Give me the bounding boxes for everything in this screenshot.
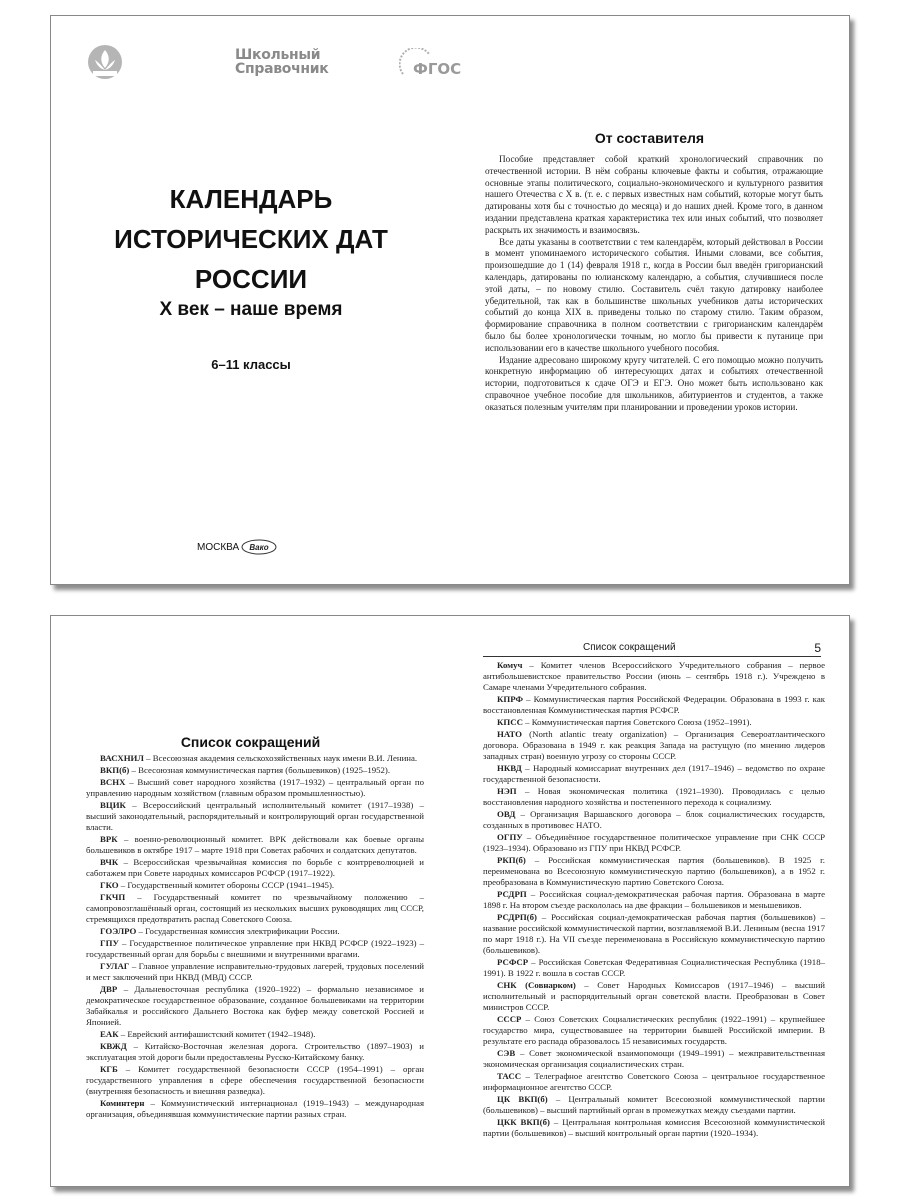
abbreviation-term: ГОЭЛРО: [100, 926, 137, 936]
page-number: 5: [814, 641, 821, 655]
abbreviation-term: ГПУ: [100, 938, 119, 948]
abbreviation-term: ВЧК: [100, 857, 119, 867]
foreword-paragraph: Издание адресовано широкому кругу читателей. С его помощью можно получить конкретную информацию об интересующих датах и событиях отечественной истории, подготовиться к сдаче ОГЭ и ЕГЭ. Оно может быть использовано как справочное учебное пособие для школьников, абитуриентов и студентов, а также оказаться полезным учителям при планировании и проведении уроков истории.: [485, 354, 823, 412]
abbreviation-entry: [86, 984, 424, 1028]
abbreviation-entry: [483, 855, 825, 888]
abbreviation-term: СНК (Совнарком): [497, 980, 576, 990]
abbreviation-entry: [86, 938, 424, 960]
abbreviation-term: СЭВ: [497, 1048, 516, 1058]
abbreviation-definition: (North atlantic treaty organization) – Организация Североатлантического договора. Образована в 1949 г. как реакция Запада на растущую (по мнению лидеров западных стран) военную угрозу со стороны СССР.: [483, 729, 825, 761]
abbreviation-entry: [483, 1094, 825, 1116]
abbreviation-entry: [483, 889, 825, 911]
cover-page: [51, 16, 462, 584]
fgos-logo: [399, 48, 462, 80]
running-head: [483, 642, 821, 657]
abbreviation-entry: [86, 892, 424, 925]
abbreviation-entry: [483, 957, 825, 979]
grade-range: 6–11 классы: [211, 357, 291, 372]
abbreviation-term: ОВД: [497, 809, 516, 819]
abbreviation-entry: [483, 717, 825, 728]
abbreviation-definition: – Государственный комитет обороны СССР (1941–1945).: [118, 880, 335, 890]
abbreviation-definition: – Всесоюзная академия сельскохозяйственных наук имени В.И. Ленина.: [143, 753, 418, 763]
abbreviation-entry: [483, 694, 825, 716]
abbreviation-definition: – Совет экономической взаимопомощи (1949–1991) – межправительственная экономическая организация социалистических стран.: [483, 1048, 825, 1069]
abbreviation-entry: [86, 765, 424, 776]
school-reference-logo: [235, 48, 329, 76]
abbreviation-entry: [483, 809, 825, 831]
abbreviation-entry: [483, 1071, 825, 1093]
abbreviation-entry: [86, 880, 424, 891]
abbreviation-term: КГБ: [100, 1064, 118, 1074]
abbreviation-definition: – Комитет государственной безопасности СССР (1954–1991) – орган государственного управления в сфере обеспечения государственной безопасности (внутренняя безопасность и внешняя разведка).: [86, 1064, 424, 1096]
abbreviation-definition: – Новая экономическая политика (1921–1930). Проводилась с целью восстановления народного хозяйства и постепенного перехода к социализму.: [483, 786, 825, 807]
abbreviation-entry: [86, 926, 424, 937]
abbreviation-definition: – Телеграфное агентство Советского Союза – центральное государственное информационное агентство СССР.: [483, 1071, 825, 1092]
abbreviation-definition: – Дальневосточная республика (1920–1922) – формально независимое и демократическое государственное образование, созданное большевиками на территории Забайкалья и российского Дальнего Востока как буфер между советской Россией и Японией.: [86, 984, 424, 1027]
abbreviation-definition: – Центральная контрольная комиссия Всесоюзной коммунистической партии (большевиков) – высший контрольный орган партии (1920–1934).: [483, 1117, 825, 1138]
standard-emblem-icon: [87, 44, 123, 80]
abbreviation-definition: – Союз Советских Социалистических республик (1922–1991) – крупнейшее государство мира, существовавшее на территории бывшей Российской империи. В результате его распада образовалось 15 независимых государств.: [483, 1014, 825, 1046]
abbreviation-definition: – Комитет членов Всероссийского Учредительного собрания – первое антибольшевистское правительство России (июнь – сентябрь 1918 г.). Учреждено в Самаре членами Учредительного собрания.: [483, 660, 825, 692]
abbreviation-definition: – военно-революционный комитет. ВРК действовали как боевые органы большевиков в октябре 1917 – марте 1918 при Советах рабочих и солдатских депутатов.: [86, 834, 424, 855]
abbreviation-definition: – Главное управление исправительно-трудовых лагерей, трудовых поселений и мест заключений при НКВД (МВД) СССР.: [86, 961, 424, 982]
abbreviation-term: ТАСС: [497, 1071, 522, 1081]
abbreviation-definition: – Организация Варшавского договора – блок социалистических государств, созданных в противовес НАТО.: [483, 809, 825, 830]
abbreviations-title: Список сокращений: [180, 734, 321, 750]
logo-school-line2: Справочник: [235, 61, 329, 77]
abbreviation-definition: – Всероссийская чрезвычайная комиссия по борьбе с контрреволюцией и саботажем при Совете народных комиссаров РСФСР (1917–1922).: [86, 857, 424, 878]
abbreviation-term: ВСНХ: [100, 777, 126, 787]
abbreviation-definition: – Всесоюзная коммунистическая партия (большевиков) (1925–1952).: [129, 765, 391, 775]
spread-cover-foreword: [50, 15, 850, 585]
abbreviation-definition: – Государственная комиссия электрификации России.: [136, 926, 340, 936]
vako-logo-icon: [241, 539, 277, 555]
abbreviation-entry: [86, 961, 424, 983]
abbreviations-page-left: [51, 616, 450, 1186]
abbreviation-term: ВКП(б): [100, 765, 130, 775]
foreword-paragraph: Пособие представляет собой краткий хронологический справочник по отечественной истории. В нём собраны ключевые факты и события, отражающие основные этапы политического, социально-экономического и культурного развития нашего Отечества с X в. (т. е. с первых известных нам событий, которые могут быть датированы хотя бы с точностью до месяца) и до наших дней. Кроме того, в данном издании представлена краткая характеристика тех или иных событий, что позволяет раскрыть их значимость и взаимосвязь.: [485, 154, 823, 235]
abbreviation-entry: [483, 660, 825, 693]
abbreviation-term: КПСС: [497, 717, 523, 727]
abbreviation-definition: – Государственный комитет по чрезвычайному положению – самопровозглашённый орган, состоящий из нескольких высших руководящих лиц СССР, стремящихся предотвратить распад Советского Союза.: [86, 892, 424, 924]
spread-abbreviations: [50, 615, 850, 1187]
abbreviation-definition: – Российская Советская Федеративная Социалистическая Республика (1918–1991). В 1922 г. вошла в состав СССР.: [483, 957, 825, 978]
foreword-title: От составителя: [594, 130, 705, 146]
abbreviation-definition: – Российская коммунистическая партия (большевиков). В 1925 г. переименована во Всесоюзную коммунистическую партию (большевиков), а в 1952 г. преобразована в Коммунистическую партию Советского Союза.: [483, 855, 825, 887]
abbreviation-definition: – Коммунистическая партия Советского Союза (1952–1991).: [522, 717, 752, 727]
abbreviation-entry: [86, 1064, 424, 1097]
title-line-1: КАЛЕНДАРЬ: [169, 184, 333, 214]
fgos-label: ФГОС: [413, 60, 462, 78]
logo-school-line1: Школьный: [235, 47, 321, 63]
abbreviation-definition: – Китайско-Восточная железная дорога. Строительство (1897–1903) и эксплуатация этой дороги были предоставлены Русско-Китайскому банку.: [86, 1041, 424, 1062]
abbreviation-term: РКП(б): [497, 855, 526, 865]
foreword-page: [450, 16, 849, 584]
book-title: [81, 179, 421, 299]
abbreviation-term: ВРК: [100, 834, 118, 844]
abbreviation-entry: [86, 753, 424, 764]
abbreviation-entry: [86, 1041, 424, 1063]
abbreviation-term: ДВР: [100, 984, 118, 994]
abbreviation-term: ГКО: [100, 880, 119, 890]
abbreviation-definition: – Коммунистический интернационал (1919–1943) – международная организация, объединявшая коммунистические партии разных стран.: [86, 1098, 424, 1119]
abbreviation-entry: [86, 777, 424, 799]
logo-row: [87, 44, 462, 84]
abbreviation-term: ВЦИК: [100, 800, 126, 810]
abbreviation-entry: [86, 800, 424, 833]
running-head-title: Список сокращений: [583, 642, 676, 653]
abbreviation-term: ОГПУ: [497, 832, 523, 842]
abbreviation-definition: – Объединённое государственное политическое управление при СНК СССР (1923–1934). Образовано из ГПУ при НКВД РСФСР.: [483, 832, 825, 853]
abbreviation-definition: – Еврейский антифашистский комитет (1942–1948).: [118, 1029, 316, 1039]
vako-logo-text: Вако: [249, 543, 269, 552]
abbreviation-entry: [483, 1014, 825, 1047]
abbreviations-list-left: [86, 753, 424, 1121]
foreword-paragraph: Все даты указаны в соответствии с тем календарём, который действовал в России в момент упоминаемого исторического события. Иными словами, все события, произошедшие до 1 (14) февраля 1918 г., когда в России был введён григорианский календарь, датированы по юлианскому календарю, а события, случившиеся после этой даты, – по новому стилю. Составитель счёл такую датировку наиболее убедительной, так как в большинстве школьных учебников даты исторических событий до конца XIX в. приведены только по старому стилю. Таким образом, формирование справочника в полном соответствии с григорианским календарём было бы более хронологически точным, но могло бы привести к путанице при использовании его в качестве школьного учебного пособия.: [485, 236, 823, 353]
abbreviation-term: КВЖД: [100, 1041, 127, 1051]
abbreviation-entry: [483, 912, 825, 956]
abbreviation-term: ГУЛАГ: [100, 961, 130, 971]
abbreviation-definition: – Российская социал-демократическая рабочая партия (большевиков) – название российской коммунистической партии, возглавляемой В.И. Лениным (весна 1917 по март 1918 г.). На VII съезде переименована в Российскую коммунистическую партию (большевиков).: [483, 912, 825, 955]
abbreviation-term: Комуч: [497, 660, 523, 670]
abbreviation-definition: – Высший совет народного хозяйства (1917–1932) – центральный орган по управлению народным хозяйством (главным образом промышленностью).: [86, 777, 424, 798]
abbreviation-term: Коминтерн: [100, 1098, 145, 1108]
abbreviation-term: СССР: [497, 1014, 522, 1024]
foreword-body: [485, 154, 823, 414]
abbreviation-entry: [483, 1117, 825, 1139]
abbreviation-entry: [483, 763, 825, 785]
abbreviation-entry: [86, 834, 424, 856]
abbreviation-definition: – Народный комиссариат внутренних дел (1917–1946) – ведомство по охране государственной безопасности.: [483, 763, 825, 784]
abbreviation-term: ЦКК ВКП(б): [497, 1117, 550, 1127]
abbreviation-entry: [86, 857, 424, 879]
abbreviation-term: РСДРП: [497, 889, 527, 899]
abbreviation-entry: [86, 1029, 424, 1040]
abbreviation-entry: [483, 980, 825, 1013]
abbreviation-term: НАТО: [497, 729, 523, 739]
abbreviation-term: ЕАК: [100, 1029, 119, 1039]
abbreviation-entry: [483, 832, 825, 854]
book-subtitle: X век – наше время: [159, 299, 343, 320]
publisher-city: МОСКВА: [197, 542, 240, 553]
abbreviation-definition: – Всероссийский центральный исполнительный комитет (1917–1938) – высший законодательный, распорядительный и контролирующий орган государственной власти.: [86, 800, 424, 832]
abbreviation-term: КПРФ: [497, 694, 523, 704]
abbreviation-definition: – Государственное политическое управление при НКВД РСФСР (1922–1923) – государственный орган для борьбы с внешними и внутренними врагами.: [86, 938, 424, 959]
abbreviation-term: РСФСР: [497, 957, 529, 967]
abbreviation-term: НКВД: [497, 763, 522, 773]
abbreviation-entry: [86, 1098, 424, 1120]
abbreviation-entry: [483, 729, 825, 762]
abbreviation-term: РСДРП(б): [497, 912, 537, 922]
abbreviation-term: НЭП: [497, 786, 517, 796]
abbreviation-definition: – Совет Народных Комиссаров (1917–1946) – высший исполнительный и распорядительный орган советской власти. Преобразован в Совет министров СССР.: [483, 980, 825, 1012]
title-line-3: РОССИИ: [194, 264, 308, 294]
abbreviation-term: ВАСХНИЛ: [100, 753, 144, 763]
abbreviation-entry: [483, 1048, 825, 1070]
abbreviation-definition: – Центральный комитет Всесоюзной коммунистической партии (большевиков) – высший партийный орган в промежутках между съездами партии.: [483, 1094, 825, 1115]
abbreviation-definition: – Коммунистическая партия Российской Федерации. Образована в 1993 г. как восстановленная Коммунистическая партия РСФСР.: [483, 694, 825, 715]
abbreviation-entry: [483, 786, 825, 808]
abbreviations-list-right: [483, 660, 825, 1140]
abbreviations-page-right: [450, 616, 849, 1186]
abbreviation-term: ГКЧП: [100, 892, 126, 902]
abbreviation-term: ЦК ВКП(б): [497, 1094, 548, 1104]
title-line-2: ИСТОРИЧЕСКИХ ДАТ: [114, 224, 388, 254]
abbreviation-definition: – Российская социал-демократическая рабочая партия. Образована в марте 1898 г. На втором съезде раскололась на две фракции – большевиков и меньшевиков.: [483, 889, 825, 910]
